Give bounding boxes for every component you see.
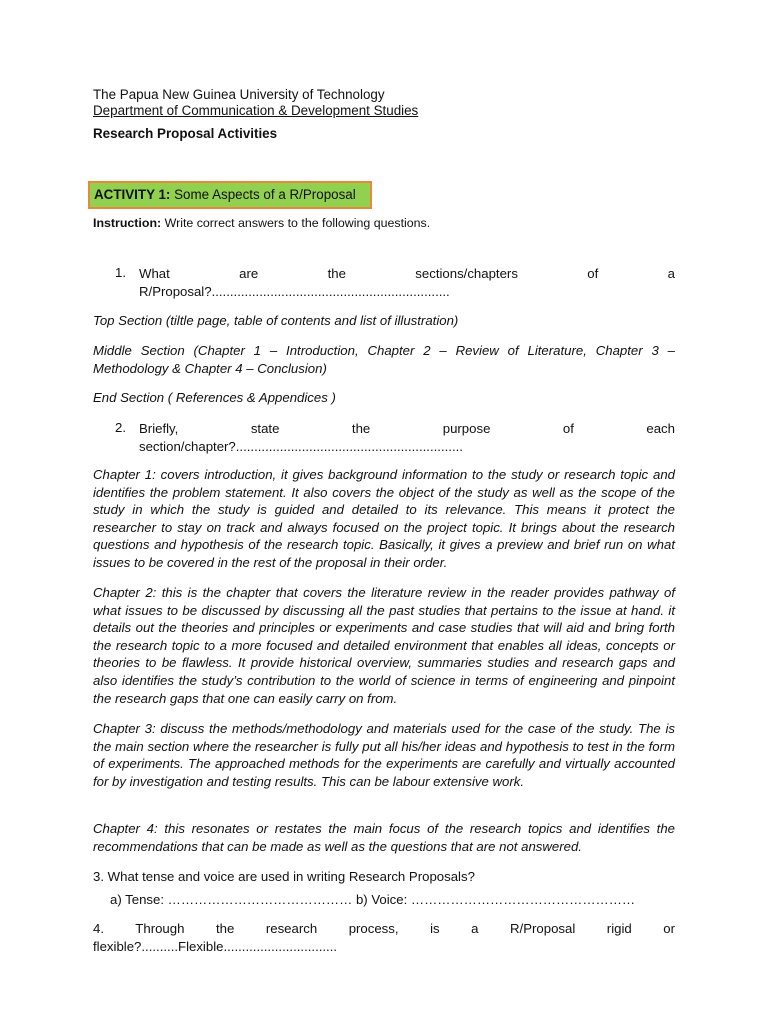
instruction-line (93, 216, 430, 230)
activity-text: Some Aspects of a R/Proposal (170, 187, 356, 202)
question-line-2: R/Proposal?................................................................. (139, 283, 450, 299)
answer-top-section: Top Section (tiltle page, table of contents and list of illustration) (93, 313, 459, 328)
activity-label: ACTIVITY 1: (94, 187, 171, 202)
question-number: 2. (115, 420, 126, 435)
answer-chapter-2: Chapter 2: this is the chapter that covers the literature review in the reader provides pathway of what issues to be discussed by discussing all the past studies that pertains to the issue at hand. it details out the theories and principles or experiments and case studies that will aid and bring forth the research topic to a more focused and detailed environment that enables all ideas, concepts or theories to be flawless. It provide historical overview, summaries studies and research gaps and also identifies the study’s contribution to the world of science in terms of engineering and pinpoint the research gaps that one can easily carry on from. (93, 585, 675, 706)
question-4-line-1: 4. Through the research process, is a R/Proposal rigid or (93, 921, 675, 936)
question-3: 3. What tense and voice are used in writing Research Proposals? (93, 869, 475, 884)
instruction-text: Write correct answers to the following questions. (161, 216, 431, 230)
question-line-2: section/chapter?.............................................................. (139, 438, 463, 454)
activity-heading-box (88, 181, 372, 209)
question-number: 1. (115, 265, 126, 280)
university-name: The Papua New Guinea University of Technology (93, 87, 385, 102)
document-title: Research Proposal Activities (93, 126, 278, 141)
instruction-label: Instruction: (93, 216, 162, 230)
question-line-1: What are the sections/chapters of a (139, 266, 675, 281)
answer-chapter-1: Chapter 1: covers introduction, it gives background information to the study or research topic and identifies the problem statement. It also covers the object of the study as well as the scope of the study in which the study is guided and detailed to its relevance. This means it protect the researcher to stay on track and always focused on the project topic. It brings about the research questions and hypothesis of the research topic. Basically, it gives a preview and brief run on what issues to be covered in the rest of the proposal in their order. (93, 467, 675, 570)
question-3-tense-voice: a) Tense: …………………………………… b) Voice: …………………………………………… (110, 892, 636, 907)
answer-middle-section: Middle Section (Chapter 1 – Introduction, Chapter 2 – Review of Literature, Chapter 3 – Methodology & Chapter 4 – Conclusion) (93, 343, 675, 376)
question-line-1: Briefly, state the purpose of each (139, 421, 675, 436)
answer-end-section: End Section ( References & Appendices ) (93, 390, 336, 405)
question-4-line-2: flexible?..........Flexible............................... (93, 939, 338, 954)
department-name: Department of Communication & Development Studies (93, 103, 419, 118)
answer-chapter-3: Chapter 3: discuss the methods/methodology and materials used for the case of the study. The is the main section where the researcher is fully put all his/her ideas and hypothesis to test in the form of experiments. The approached methods for the experiments are carefully and virtually accounted for by investigation and testing results. This can be labour extensive work. (93, 721, 675, 789)
answer-chapter-4: Chapter 4: this resonates or restates the main focus of the research topics and identifies the recommendations that can be made as well as the questions that are not answered. (93, 821, 675, 854)
